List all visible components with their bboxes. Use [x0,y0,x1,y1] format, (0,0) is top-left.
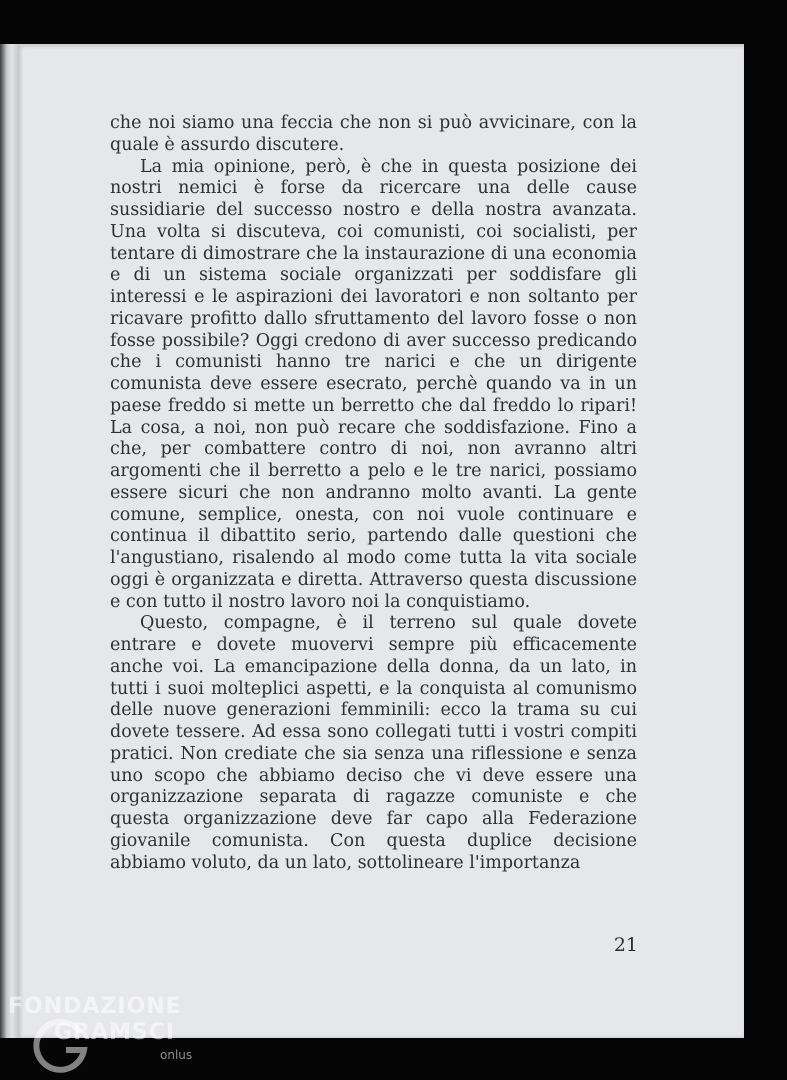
body-text [110,113,637,874]
watermark-line-2: GRAMSCI [54,1020,176,1045]
page-number: 21 [613,934,638,956]
paragraph-2: La mia opinione, però, è che in questa posizione dei nostri nemici è forse da ricercare una delle cause sussidiarie del successo nostro e della nostra avanzata. Una volta si discuteva, coi comunisti, coi socialisti, per tentare di dimostrare che la instaurazione di una economia e di un sistema sociale organizzati per soddisfare gli interessi e le aspirazioni dei lavoratori e non soltanto per ricavare profitto dallo sfruttamento del lavoro fosse o non fosse possibile? Oggi credono di aver successo predicando che i comunisti hanno tre narici e che un dirigente comunista deve essere esecrato, perchè quando va in un paese freddo si mette un berretto che dal freddo lo ripari! La cosa, a noi, non può recare che soddisfazione. Fino a che, per combattere contro di noi, non avranno altri argomenti che il berretto a pelo e le tre narici, possiamo essere sicuri che non andranno molto avanti. La gente comune, semplice, onesta, con noi vuole continuare e continua il dibattito serio, partendo dalle questioni che l'angustiano, risalendo al modo come tutta la vita sociale oggi è organizzata e diretta. Attraverso questa discussione e con tutto il nostro lavoro noi la conquistiamo. [110,156,637,612]
watermark-line-3: onlus [160,1048,193,1062]
paragraph-3: Questo, compagne, è il terreno sul quale dovete entrare e dovete muovervi sempre più efficacemente anche voi. La emancipazione della donna, da un lato, in tutti i suoi molteplici aspetti, e la conquista al comunismo delle nuove generazioni femminili: ecco la trama su cui dovete tessere. Ad essa sono collegati tutti i vostri compiti pratici. Non crediate che sia senza una riflessione e senza uno scopo che abbiamo deciso che vi deve essere una organizzazione separata di ragazze comuniste e che questa organizzazione deve far capo alla Federazione giovanile comunista. Con questa duplice decisione abbiamo voluto, da un lato, sottolineare l'importanza [110,613,637,873]
watermark-line-1: FONDAZIONE [8,994,182,1019]
paragraph-1: che noi siamo una feccia che non si può avvicinare, con la quale è assurdo discutere. [110,113,637,155]
book-spine [0,44,20,1038]
watermark-logo [8,992,208,1076]
